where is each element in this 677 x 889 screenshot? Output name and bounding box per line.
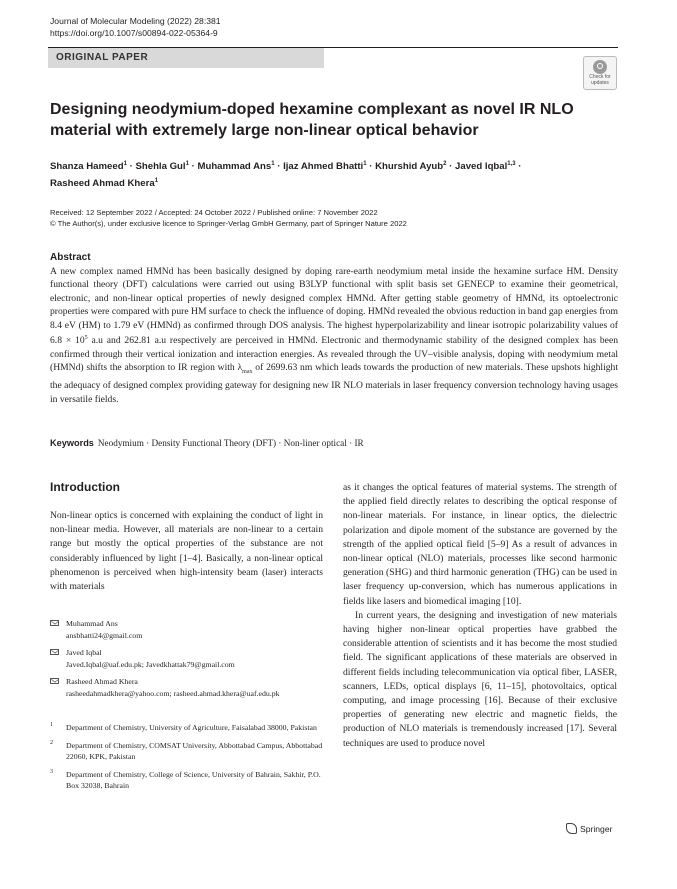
affiliation-entry bbox=[50, 740, 323, 763]
springer-horse-icon bbox=[566, 823, 577, 834]
affiliation-text: Department of Chemistry, COMSAT University, Abbottabad Campus, Abbottabad 22060, KPK, Pakistan bbox=[66, 740, 323, 762]
contact-email[interactable]: Javed.Iqbal@uaf.edu.pk; Javedkhattak79@gmail.com bbox=[66, 659, 235, 669]
author-affiliation-ref: 1 bbox=[271, 161, 275, 167]
contact-entry bbox=[50, 618, 323, 641]
affiliation-entry bbox=[50, 769, 323, 792]
crossmark-line2: updates bbox=[591, 79, 609, 86]
introduction-paragraph: as it changes the optical features of material systems. The strength of the applied field directly relates to describing the optical response of non-linear materials. For instance, in linear optics, the dielectric polarization and dipole moment of the substance are governed by the strength of the applied optical field [5–9] As a result of advances in non-linear optical (NLO) materials, processes like second harmonic generation (SHG) and third harmonic generation (THG) can be used in laser frequency up-conversion, which has numerous applications in fields like lasers and biomedical imaging [10]. bbox=[343, 482, 617, 607]
abstract-text-part: of 2699.63 nm which leads towards the production of new materials. These upshots highlight the adequacy of designed complex providing gateway for designing new IR NLO materials in laser frequency conversion technology having usages in versatile fields. bbox=[50, 362, 618, 405]
affiliation-text: Department of Chemistry, College of Science, University of Bahrain, Sakhir, P.O. Box 32038, Bahrain bbox=[66, 769, 321, 791]
author-affiliation-ref: 1 bbox=[154, 178, 159, 185]
introduction-paragraph: Non-linear optics is concerned with explaining the conduct of light in non-linear media. However, all materials are non-linear to a certain range but mostly the optical properties of the substance are not considerably influenced by light [1–4]. Basically, a non-linear optical phenomenon is perceived when high-intensity beam (laser) interacts with materials bbox=[50, 510, 323, 593]
keywords-list: Neodymium · Density Functional Theory (DFT) · Non-liner optical · IR bbox=[97, 438, 364, 448]
publication-history bbox=[50, 207, 620, 229]
author-name[interactable]: Rasheed Ahmad Khera bbox=[50, 178, 155, 190]
author-name[interactable]: Shehla Gul bbox=[135, 161, 186, 173]
affiliation-number: 3 bbox=[50, 768, 53, 775]
paper-title: Designing neodymium-doped hexamine complexant as novel IR NLO material with extremely large non-linear optical behavior bbox=[50, 101, 574, 139]
keywords bbox=[50, 437, 618, 449]
abstract-heading: Abstract bbox=[50, 252, 91, 263]
crossmark-icon bbox=[593, 60, 607, 74]
check-for-updates-badge[interactable] bbox=[583, 56, 617, 90]
journal-citation: Journal of Molecular Modeling (2022) 28:381 bbox=[50, 16, 221, 26]
publisher-name: Springer bbox=[580, 824, 613, 834]
affiliation-entry bbox=[50, 722, 323, 734]
author-list: Shanza Hameed$^1$ · Shehla Gul$^1$ · Muhammad Ans$^1$ · Ijaz Ahmed Bhatti$^1$ · Khurshid Ayub$^2$ · Javed Iqbal$^{1,3}$ · Rasheed Ahmad Khera$^1$ bbox=[50, 161, 522, 190]
contact-name: Muhammad Ans bbox=[66, 619, 118, 628]
envelope-icon bbox=[50, 649, 59, 655]
contact-entry bbox=[50, 676, 323, 699]
envelope-icon bbox=[50, 678, 59, 684]
publisher-footer bbox=[566, 823, 612, 834]
affiliation-text: Department of Chemistry, University of Agriculture, Faisalabad 38000, Pakistan bbox=[66, 723, 317, 732]
author-name[interactable]: Muhammad Ans bbox=[197, 161, 272, 173]
affiliation-number: 2 bbox=[50, 739, 53, 746]
exponent: 5 bbox=[84, 335, 88, 342]
affiliation-number: 1 bbox=[50, 722, 53, 728]
author-name[interactable]: Ijaz Ahmed Bhatti bbox=[283, 161, 364, 173]
introduction-heading: Introduction bbox=[50, 480, 120, 494]
abstract-body bbox=[50, 265, 618, 406]
envelope-icon bbox=[50, 620, 59, 626]
contact-entry bbox=[50, 647, 323, 670]
contact-name: Rasheed Ahmad Khera bbox=[66, 677, 138, 687]
corresponding-authors bbox=[50, 618, 323, 706]
contact-email[interactable]: ansbhatti24@gmail.com bbox=[66, 630, 143, 640]
crossmark-line1: Check for bbox=[589, 74, 611, 80]
received-accepted-dates: Received: 12 September 2022 / Accepted: 24 October 2022 / Published online: 7 November 2022 bbox=[50, 208, 378, 217]
introduction-paragraph: In current years, the designing and investigation of new materials having higher non-linear optical properties have grabbed the considerable attention of scientists and it has become the most studied field. The significant applications of these materials are observed in different fields including telecommunication via optical fiber, LASER, scanners, LEDs, optical displays [6, 11–15], photovoltaics, optical computing, and image processing [16]. Because of their exclusive properties of generating new electric and magnetic fields, the production of NLO materials is tremendously increased [17]. Several techniques are used to produce novel bbox=[343, 609, 617, 749]
subscript: max bbox=[242, 368, 253, 375]
right-column bbox=[343, 481, 617, 751]
copyright-notice: © The Author(s), under exclusive licence to Springer-Verlag GmbH Germany, part of Springer Nature 2022 bbox=[50, 219, 407, 228]
author-name[interactable]: Shanza Hameed bbox=[50, 161, 124, 173]
author-name[interactable]: Javed Iqbal bbox=[455, 161, 508, 173]
author-affiliation-ref: 1 bbox=[123, 161, 127, 167]
contact-name: Javed Iqbal bbox=[66, 648, 102, 658]
author-affiliation-ref: 1 bbox=[363, 161, 367, 167]
abstract-text-part: A new complex named HMNd has been basically designed by doping rare-earth neodymium metal inside the hexamine surface HM. Density functional theory (DFT) calculations were carried out using B3LYP functional with split basis set GENECP to examine their geometrical, electronic, and non-linear optical properties of newly designed complex HMNd. After getting stable geometry of HMNd, its optoelectronic properties were compared with pure HM surface to check the influence of doping. HMNd revealed the obvious reduction in band gap energies from 8.4 eV (HM) to 1.79 eV (HMNd) as confirmed through DOS analysis. The highest hyperpolarizability and linear isotropic polarizability values of 6.8 × 10 bbox=[50, 266, 618, 347]
keywords-label: Keywords bbox=[50, 438, 94, 448]
affiliations bbox=[50, 722, 323, 798]
abstract-text-part: a.u and 262.81 a.u respectively are perceived in HMNd. Electronic and thermodynamic stability of the designed complex has been confirmed through their vertical ionization and interaction energies. As revealed through the UV–visible analysis, doping with neodymium metal (HMNd) shifts the absorption to IR region with λ bbox=[50, 335, 618, 374]
contact-email[interactable]: rasheedahmadkhera@yahoo.com; rasheed.ahmad.khera@uaf.edu.pk bbox=[66, 688, 280, 698]
article-type-label: ORIGINAL PAPER bbox=[56, 52, 149, 63]
author-name[interactable]: Khurshid Ayub bbox=[375, 161, 444, 173]
author-affiliation-ref: 2 bbox=[443, 161, 447, 167]
author-affiliation-ref: 1,3 bbox=[507, 161, 516, 167]
doi-link[interactable]: https://doi.org/10.1007/s00894-022-05364-9 bbox=[50, 28, 218, 38]
author-affiliation-ref: 1 bbox=[185, 161, 189, 167]
